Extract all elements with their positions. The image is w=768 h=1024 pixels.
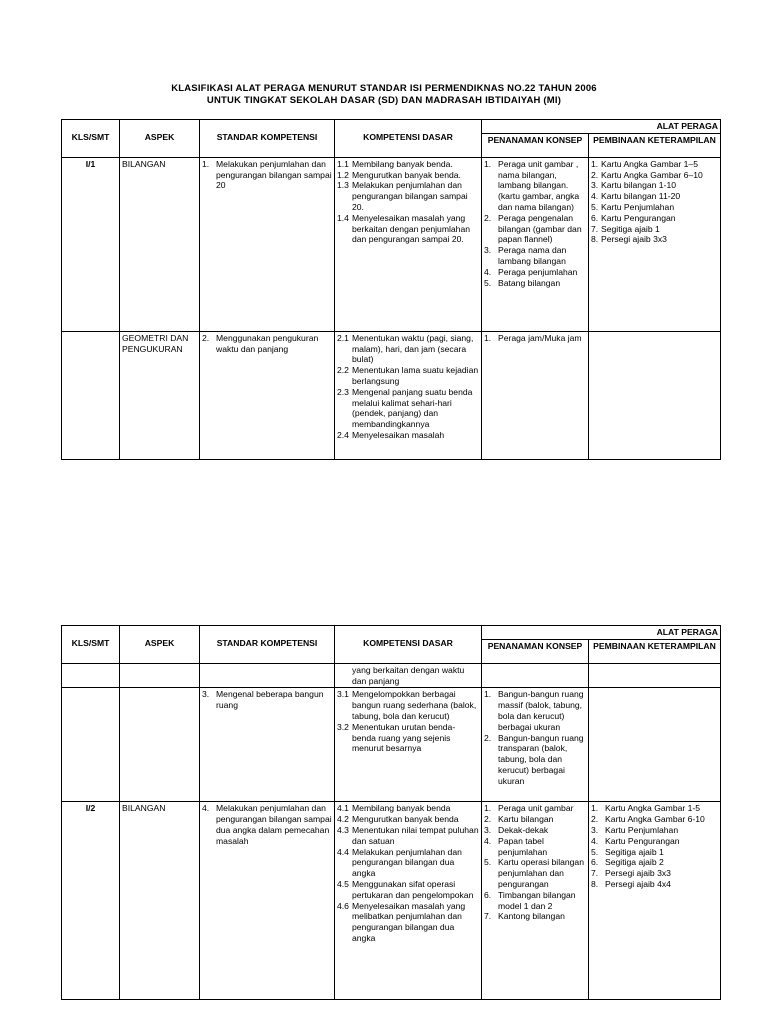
- list-item: 3. Peraga nama dan lambang bilangan: [484, 245, 567, 266]
- list-item: 4.6 Menyelesaikan masalah yang melibatkan penjumlahan dan pengurangan bilangan dua angka: [337, 900, 466, 943]
- list-item: 3. Dekak-dekak: [484, 824, 549, 835]
- list-item: 5. Batang bilangan: [484, 277, 561, 288]
- standar-kompetensi-cell: [200, 157, 335, 331]
- header-kompetensi-dasar: KOMPETENSI DASAR: [335, 120, 482, 158]
- list-item: 1. Peraga unit gambar: [484, 803, 574, 814]
- list-item: 4. Kartu Pengurangan: [591, 835, 680, 846]
- kls-cell: [62, 688, 120, 802]
- table-row: [62, 663, 721, 688]
- header-aspek: ASPEK: [120, 626, 200, 664]
- list-item: 3.2 Menentukan urutan benda-benda ruang yang sejenis menurut besarnya: [337, 721, 456, 754]
- pembinaan-keterampilan-cell: [589, 331, 721, 459]
- document-title-line1: KLASIFIKASI ALAT PERAGA MENURUT STANDAR ISI PERMENDIKNAS NO.22 TAHUN 2006: [171, 83, 597, 94]
- list-item: 5. Segitiga ajaib 1: [591, 846, 664, 857]
- table-row: [62, 802, 721, 1000]
- list-item: 8. Persegi ajaib 3x3: [591, 234, 667, 245]
- list-item: 1.4 Menyelesaikan masalah yang berkaitan dengan penjumlahan dan pengurangan sampai 20.: [337, 212, 471, 245]
- list-item: 6. Kartu Pengurangan: [591, 212, 676, 223]
- classification-table-1: [61, 119, 721, 460]
- aspek-cell: BILANGAN: [120, 802, 200, 1000]
- list-item: 2. Kartu bilangan: [484, 814, 554, 825]
- list-item: 8. Persegi ajaib 4x4: [591, 878, 671, 889]
- table-row: [62, 157, 721, 331]
- penanaman-konsep-cell: [482, 802, 589, 1000]
- table-row: [62, 688, 721, 802]
- list-item: 4.4 Melakukan penjumlahan dan pengurangan bilangan dua angka: [337, 846, 462, 879]
- list-item: 3.1 Mengelompokkan berbagai bangun ruang sederhana (balok, tabung, bola dan kerucut): [337, 689, 477, 721]
- list-item: 1. Bangun-bangun ruang massif (balok, tabung, bola dan kerucut) berbagai ukuran: [484, 689, 584, 732]
- penanaman-konsep-cell: [482, 688, 589, 802]
- header-aspek: ASPEK: [120, 120, 200, 158]
- list-item: 1.1 Membilang banyak benda.: [337, 158, 453, 169]
- list-item: 4. Papan tabel penjumlahan: [484, 835, 548, 857]
- list-item: 1.2 Mengurutkan banyak benda.: [337, 169, 461, 180]
- list-item: 4.1 Membilang banyak benda: [337, 803, 451, 814]
- header-pembinaan-keterampilan: PEMBINAAN KETERAMPILAN: [589, 133, 721, 157]
- header-alat-peraga: ALAT PERAGA: [482, 626, 721, 640]
- list-item: 2.1 Menentukan waktu (pagi, siang, malam), hari, dan jam (secara bulat): [337, 332, 474, 365]
- list-item: 6. Segitiga ajaib 2: [591, 857, 664, 868]
- list-item: 1. Kartu Angka Gambar 1-5: [591, 803, 701, 814]
- list-item: 4. Peraga penjumlahan: [484, 266, 578, 277]
- list-item: 2.3 Mengenal panjang suatu benda melalui kalimat sehari-hari (pendek, panjang) dan membandingkannya: [337, 386, 473, 430]
- kls-cell: [62, 331, 120, 459]
- list-item: 4.2 Mengurutkan banyak benda: [337, 814, 459, 825]
- list-item: 1. Peraga jam/Muka jam: [484, 332, 582, 343]
- list-item: 4.5 Menggunakan sifat operasi pertukaran dan pengelompokan: [337, 878, 474, 900]
- header-penanaman-konsep: PENANAMAN KONSEP: [482, 133, 589, 157]
- list-item: 7. Segitiga ajaib 1: [591, 223, 660, 234]
- list-item: 4.3 Menentukan nilai tempat puluhan dan satuan: [337, 824, 479, 846]
- standar-kompetensi-cell: [200, 802, 335, 1000]
- list-item: 2. Kartu Angka Gambar 6-10: [591, 814, 705, 825]
- list-item: 1. Kartu Angka Gambar 1–5: [591, 158, 698, 169]
- kompetensi-dasar-cell: [335, 688, 482, 802]
- list-item: 4. Kartu bilangan 11-20: [591, 191, 681, 202]
- list-item: 2.4 Menyelesaikan masalah: [337, 429, 445, 440]
- classification-table-2: [61, 625, 721, 1000]
- list-item: 7. Kantong bilangan: [484, 911, 565, 922]
- penanaman-konsep-cell: [482, 663, 589, 688]
- header-pembinaan-keterampilan: PEMBINAAN KETERAMPILAN: [589, 639, 721, 663]
- kompetensi-dasar-cell: [335, 331, 482, 459]
- pembinaan-keterampilan-cell: [589, 663, 721, 688]
- list-item: 7. Persegi ajaib 3x3: [591, 868, 671, 879]
- list-item: 2. Menggunakan pengukuran waktu dan panjang: [202, 332, 319, 354]
- kompetensi-dasar-cell: [335, 157, 482, 331]
- aspek-cell: BILANGAN: [120, 157, 200, 331]
- pembinaan-keterampilan-cell: [589, 157, 721, 331]
- kls-cell: I/2: [62, 802, 120, 1000]
- aspek-cell: [120, 688, 200, 802]
- list-item: 4. Melakukan penjumlahan dan pengurangan bilangan sampai dua angka dalam pemecahan masalah: [202, 803, 332, 846]
- header-alat-peraga: ALAT PERAGA: [482, 120, 721, 134]
- header-penanaman-konsep: PENANAMAN KONSEP: [482, 639, 589, 663]
- list-item: 2. Bangun-bangun ruang transparan (balok, tabung, bola dan kerucut) berbagai ukuran: [484, 732, 584, 786]
- list-item: 5. Kartu operasi bilangan penjumlahan dan pengurangan: [484, 857, 584, 889]
- list-item: 3. Kartu bilangan 1-10: [591, 180, 677, 191]
- pembinaan-keterampilan-cell: [589, 802, 721, 1000]
- header-kompetensi-dasar: KOMPETENSI DASAR: [335, 626, 482, 664]
- list-item: 2.2 Menentukan lama suatu kejadian berlangsung: [337, 365, 479, 386]
- standar-kompetensi-cell: [200, 688, 335, 802]
- list-item: 6. Timbangan bilangan model 1 dan 2: [484, 889, 576, 911]
- list-item: 3. Kartu Penjumlahan: [591, 824, 679, 835]
- standar-kompetensi-cell: [200, 331, 335, 459]
- header-standar-kompetensi: STANDAR KOMPETENSI: [200, 626, 335, 664]
- kompetensi-dasar-cell: [335, 802, 482, 1000]
- document-title-line2: UNTUK TINGKAT SEKOLAH DASAR (SD) DAN MADRASAH IBTIDAIYAH (MI): [206, 95, 562, 106]
- list-item: 1.3 Melakukan penjumlahan dan pengurangan bilangan sampai 20.: [337, 180, 468, 212]
- list-item: 5. Kartu Penjumlahan: [591, 201, 675, 212]
- standar-kompetensi-cell: [200, 663, 335, 688]
- aspek-cell: GEOMETRI DAN PENGUKURAN: [120, 331, 200, 459]
- list-item: 2. Kartu Angka Gambar 6–10: [591, 169, 703, 180]
- kls-cell: I/1: [62, 157, 120, 331]
- list-item: 2. Peraga pengenalan bilangan (gambar dan papan flannel): [484, 212, 582, 245]
- header-kls: KLS/SMT: [62, 120, 120, 158]
- kompetensi-dasar-cell: yang berkaitan dengan waktu dan panjang: [335, 663, 482, 688]
- list-item: 1. Melakukan penjumlahan dan pengurangan bilangan sampai 20: [202, 158, 332, 191]
- kls-cell: [62, 663, 120, 688]
- header-kls: KLS/SMT: [62, 626, 120, 664]
- penanaman-konsep-cell: [482, 157, 589, 331]
- aspek-cell: [120, 663, 200, 688]
- header-standar-kompetensi: STANDAR KOMPETENSI: [200, 120, 335, 158]
- table-row: [62, 331, 721, 459]
- pembinaan-keterampilan-cell: [589, 688, 721, 802]
- list-item: 3. Mengenal beberapa bangun ruang: [202, 689, 324, 711]
- list-item: 1. Peraga unit gambar , nama bilangan, lambang bilangan. (kartu gambar, angka dan nama bilangan): [484, 158, 580, 212]
- penanaman-konsep-cell: [482, 331, 589, 459]
